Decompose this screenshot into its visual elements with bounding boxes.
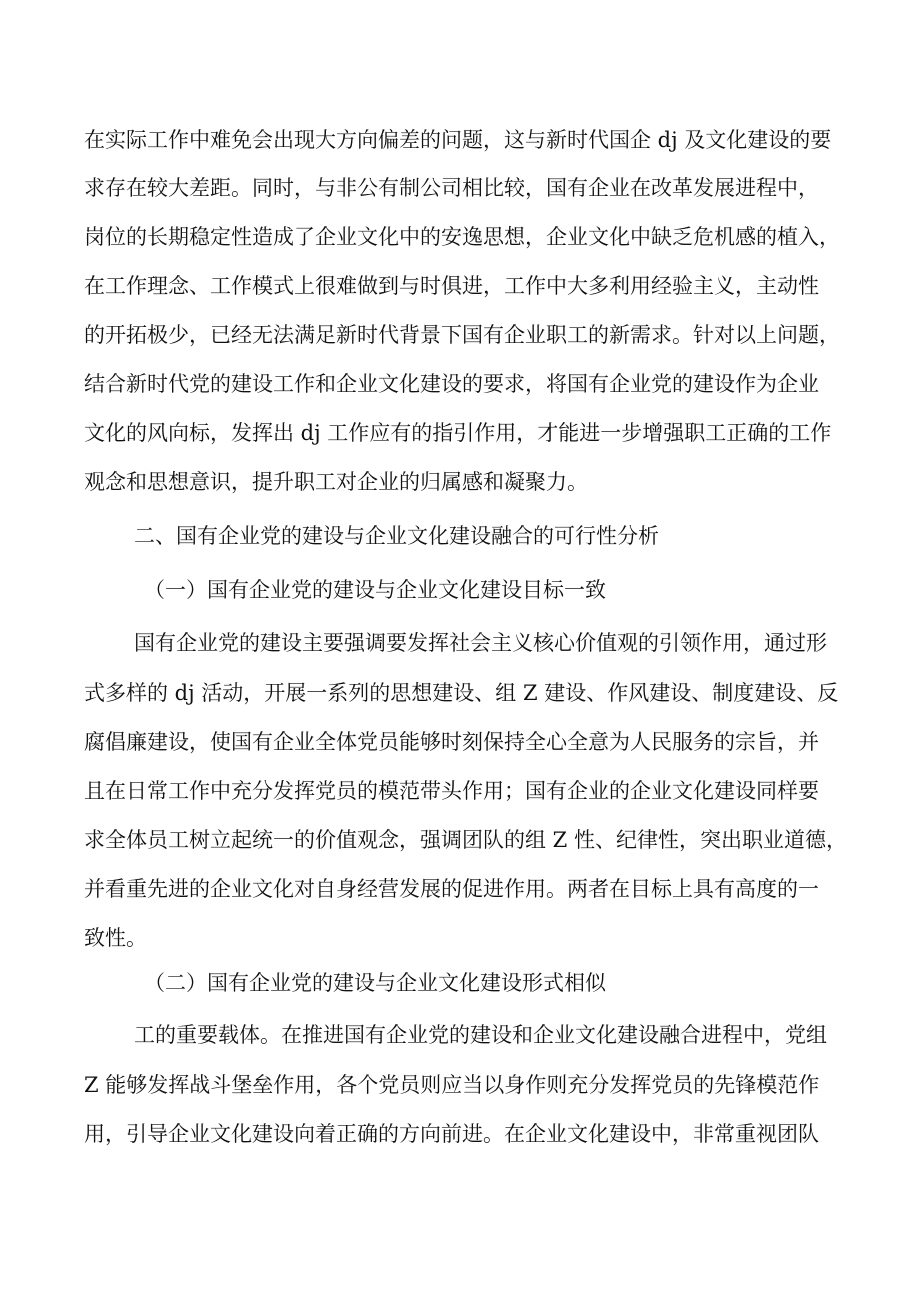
paragraph-1-line: 的开拓极少，已经无法满足新时代背景下国有企业职工的新需求。针对以上问题， <box>84 323 840 347</box>
paragraph-2-line: 腐倡廉建设，使国有企业全体党员能够时刻保持全心全意为人民服务的宗旨，并 <box>84 730 819 754</box>
paragraph-2-line: 并看重先进的企业文化对自身经营发展的促进作用。两者在目标上具有高度的一 <box>84 877 819 901</box>
paragraph-1-line: 文化的风向标，发挥出 dj 工作应有的指引作用，才能进一步增强职工正确的工作 <box>84 421 832 445</box>
paragraph-1-line: 观念和思想意识，提升职工对企业的归属感和凝聚力。 <box>84 470 588 494</box>
paragraph-1-line: 求存在较大差距。同时，与非公有制公司相比较，国有企业在改革发展进程中， <box>84 176 819 200</box>
paragraph-3-line: 工的重要载体。在推进国有企业党的建设和企业文化建设融合进程中，党组 <box>134 1023 827 1047</box>
paragraph-1-line: 岗位的长期稳定性造成了企业文化中的安逸思想，企业文化中缺乏危机感的植入， <box>84 225 840 249</box>
paragraph-1-line: 在工作理念、工作模式上很难做到与时俱进，工作中大多利用经验主义，主动性 <box>84 274 819 298</box>
paragraph-2-line: 求全体员工树立起统一的价值观念，强调团队的组 Z 性、纪律性，突出职业道德， <box>84 828 847 852</box>
paragraph-1-line: 在实际工作中难免会出现大方向偏差的问题，这与新时代国企 dj 及文化建设的要 <box>84 128 832 152</box>
subheading-1: （一）国有企业党的建设与企业文化建设目标一致 <box>144 578 606 602</box>
paragraph-3-line: 用，引导企业文化建设向着正确的方向前进。在企业文化建设中，非常重视团队 <box>84 1122 819 1146</box>
paragraph-3-line: Z 能够发挥战斗堡垒作用，各个党员则应当以身作则充分发挥党员的先锋模范作 <box>84 1073 820 1097</box>
section-heading: 二、国有企业党的建设与企业文化建设融合的可行性分析 <box>134 524 659 548</box>
subheading-2: （二）国有企业党的建设与企业文化建设形式相似 <box>144 971 606 995</box>
paragraph-2-line: 国有企业党的建设主要强调要发挥社会主义核心价值观的引领作用，通过形 <box>134 631 827 655</box>
paragraph-2-line: 且在日常工作中充分发挥党员的模范带头作用；国有企业的企业文化建设同样要 <box>84 779 819 803</box>
paragraph-2-line: 致性。 <box>84 926 147 950</box>
paragraph-1-line: 结合新时代党的建设工作和企业文化建设的要求，将国有企业党的建设作为企业 <box>84 372 819 396</box>
paragraph-2-line: 式多样的 dj 活动，开展一系列的思想建设、组 Z 建设、作风建设、制度建设、反 <box>84 681 839 705</box>
